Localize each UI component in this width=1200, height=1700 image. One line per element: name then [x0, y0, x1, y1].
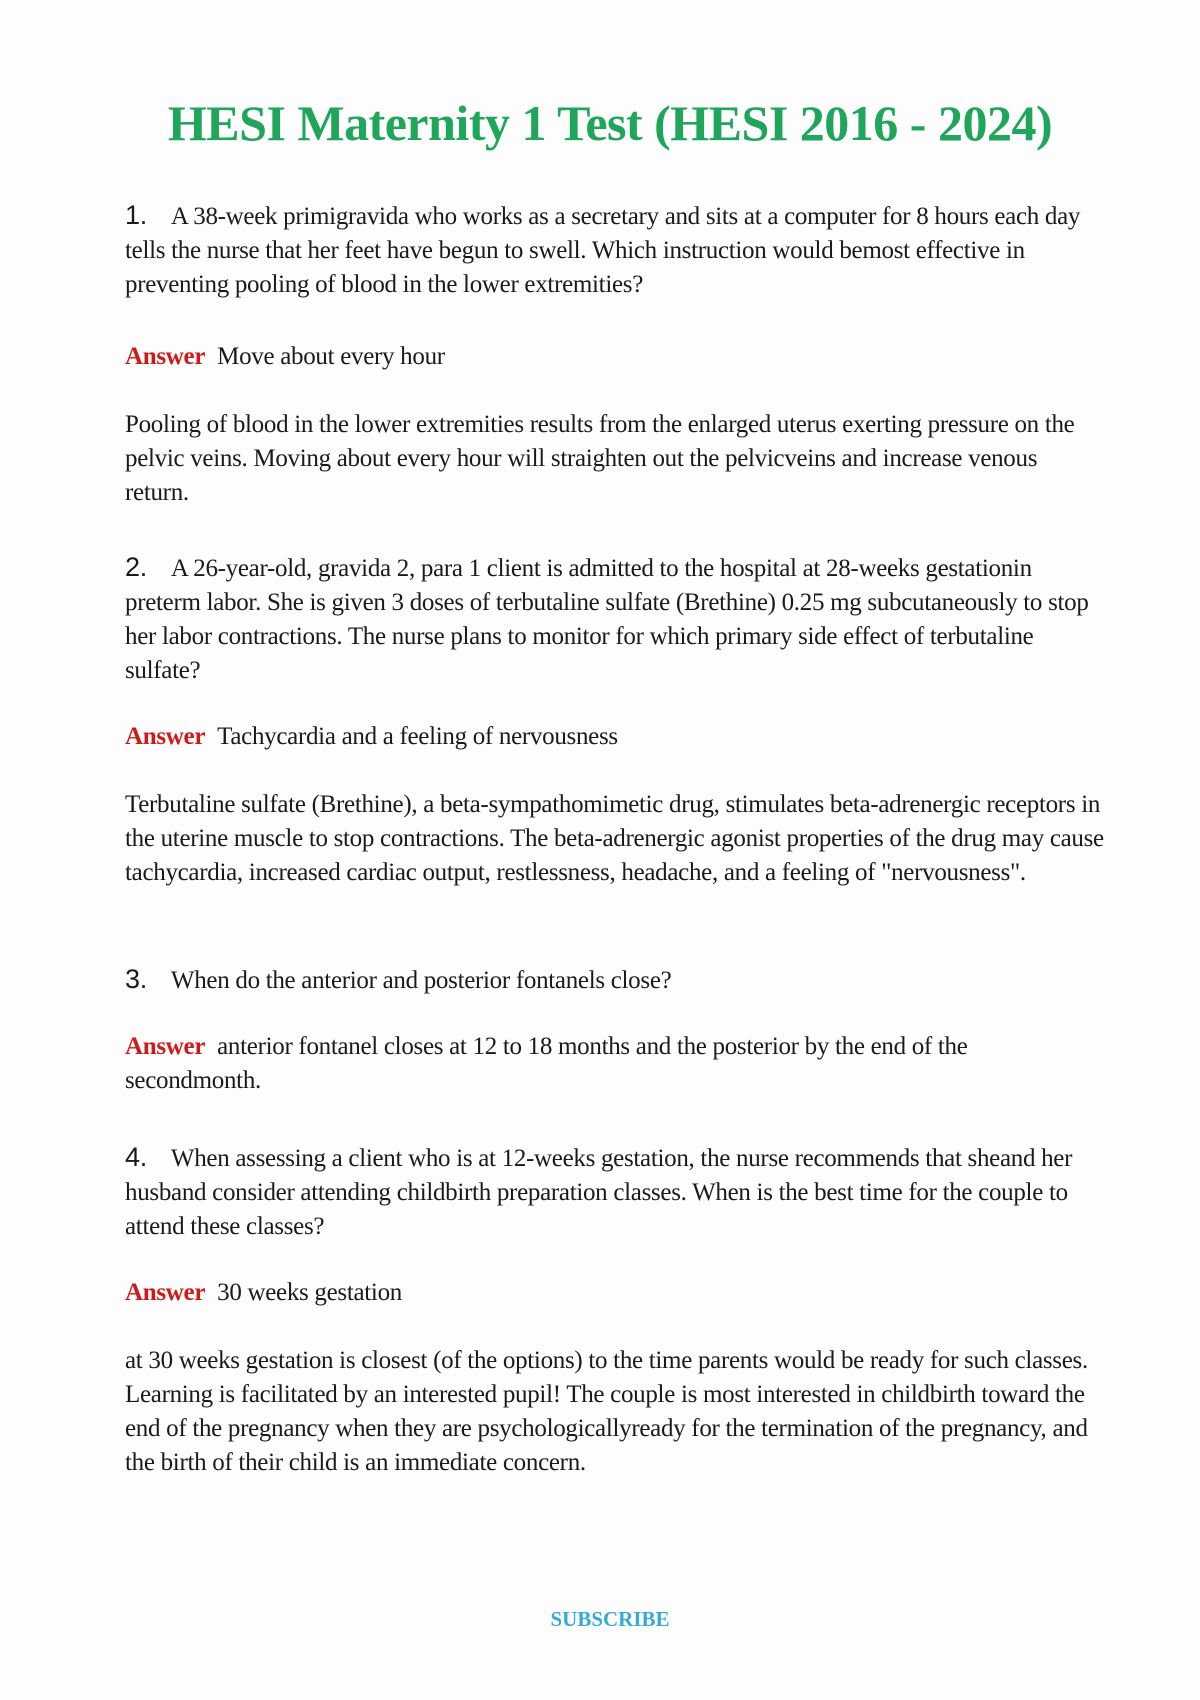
question-text: When assessing a client who is at 12-weeks gestation, the nurse recommends that sheand her husband consider attending childbirth preparation classes. When is the best time for the couple to attend these classes?	[125, 1145, 1073, 1240]
answer-3	[125, 1030, 1105, 1098]
answer-label: Answer	[125, 723, 206, 750]
answer-text: anterior fontanel closes at 12 to 18 months and the posterior by the end of the secondmonth.	[125, 1033, 968, 1094]
question-number: 2.	[125, 552, 147, 582]
answer-1	[125, 340, 1105, 374]
question-2	[125, 550, 1105, 688]
question-number: 4.	[125, 1142, 147, 1172]
question-1	[125, 198, 1105, 302]
question-text: A 38-week primigravida who works as a secretary and sits at a computer for 8 hours each day tells the nurse that her feet have begun to swell. Which instruction would bemost effective in preventing pooling of blood in the lower extremities?	[125, 203, 1081, 298]
rationale-2: Terbutaline sulfate (Brethine), a beta-sympathomimetic drug, stimulates beta-adrenergic receptors in the uterine muscle to stop contractions. The beta-adrenergic agonist properties of the drug may cause tachycardia, increased cardiac output, restlessness, headache, and a feeling of "nervousness".	[125, 791, 1104, 886]
answer-text: Move about every hour	[217, 343, 445, 370]
answer-text: 30 weeks gestation	[217, 1279, 402, 1306]
question-3	[125, 962, 1105, 998]
question-4	[125, 1140, 1105, 1244]
question-text: A 26-year-old, gravida 2, para 1 client is admitted to the hospital at 28-weeks gestationin preterm labor. She is given 3 doses of terbutaline sulfate (Brethine) 0.25 mg subcutaneously to stop her labor contractions. The nurse plans to monitor for which primary side effect of terbutaline sulfate?	[125, 555, 1089, 684]
rationale-4: at 30 weeks gestation is closest (of the options) to the time parents would be ready for such classes. Learning is facilitated by an interested pupil! The couple is most interested in childbirth toward the end of the pregnancy when they are psychologicallyready for the termination of the pregnancy, and the birth of their child is an immediate concern.	[125, 1347, 1088, 1476]
question-number: 1.	[125, 200, 147, 230]
answer-4	[125, 1276, 1105, 1310]
document-title: HESI Maternity 1 Test (HESI 2016 - 2024)	[167, 95, 1053, 151]
rationale-1: Pooling of blood in the lower extremities results from the enlarged uterus exerting pressure on the pelvic veins. Moving about every hour will straighten out the pelvicveins and increase venous return.	[125, 411, 1075, 506]
answer-label: Answer	[125, 1033, 206, 1060]
answer-label: Answer	[125, 343, 206, 370]
answer-label: Answer	[125, 1279, 206, 1306]
subscribe-link[interactable]: SUBSCRIBE	[550, 1607, 670, 1631]
answer-2	[125, 720, 1105, 754]
question-number: 3.	[125, 964, 147, 994]
question-text: When do the anterior and posterior fontanels close?	[170, 967, 672, 994]
answer-text: Tachycardia and a feeling of nervousness	[217, 723, 618, 750]
